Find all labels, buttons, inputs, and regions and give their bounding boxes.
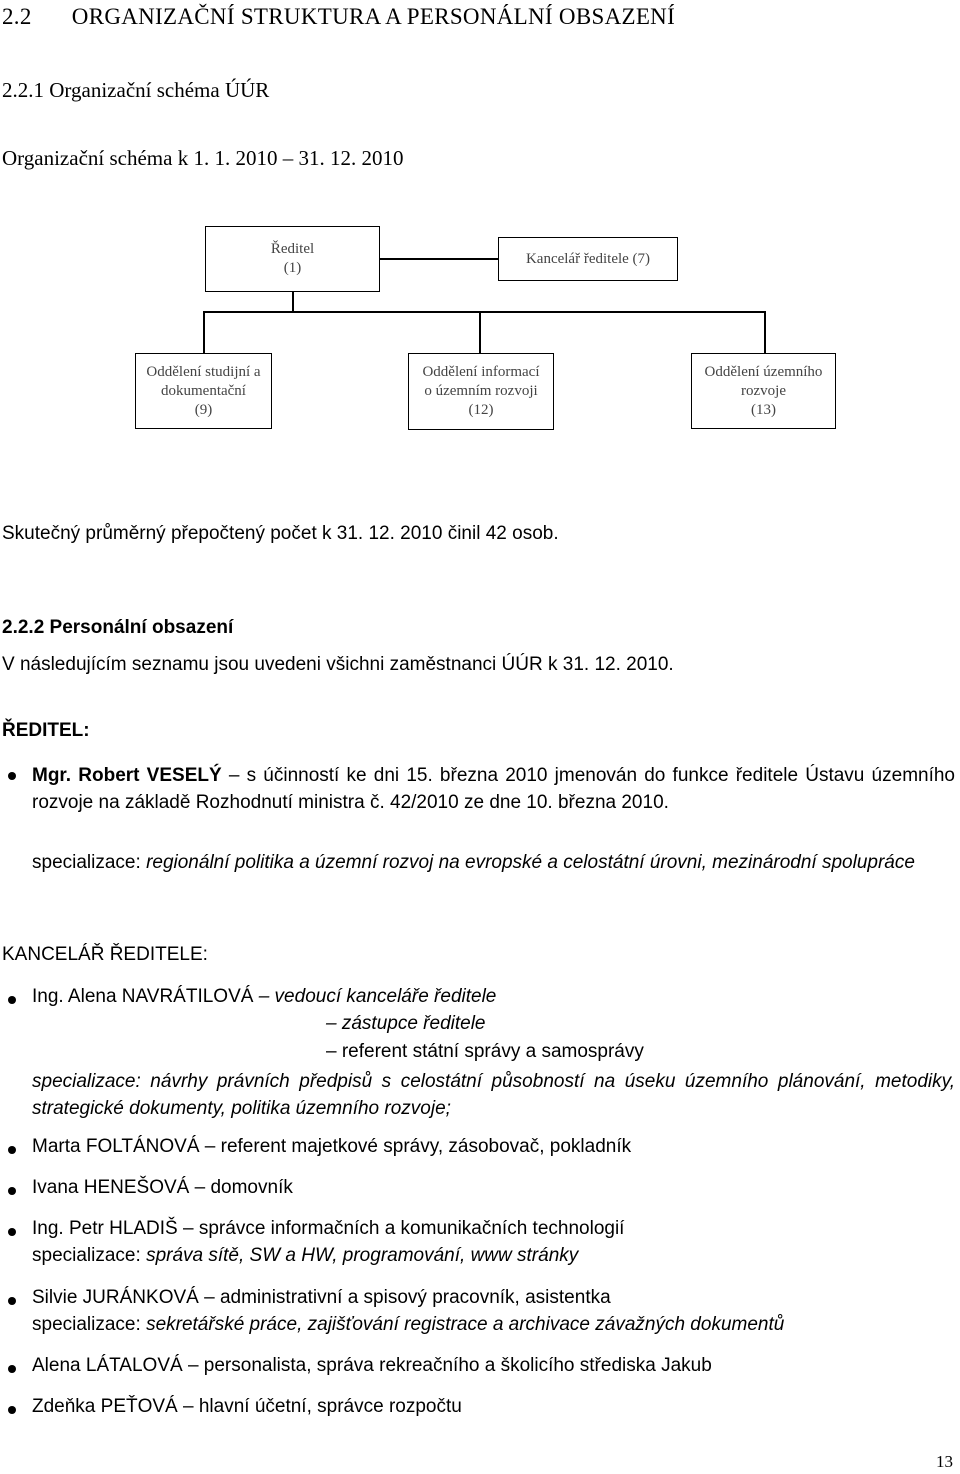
navratilova-name: Alena NAVRÁTILOVÁ bbox=[63, 986, 254, 1007]
person-foltanova: Marta FOLTÁNOVÁ – referent majetkové správy, zásobovač, pokladník bbox=[32, 1136, 632, 1157]
director-title: Mgr. bbox=[32, 765, 72, 786]
person-latalova: Alena LÁTALOVÁ – personalista, správa rekreačního a školicího střediska Jakub bbox=[32, 1355, 712, 1376]
heading-personnel bbox=[2, 617, 233, 639]
org-dept-info-count: (12) bbox=[468, 402, 494, 418]
org-box-director bbox=[205, 226, 380, 292]
bullet-icon bbox=[8, 1297, 16, 1305]
heading-org-chart bbox=[2, 78, 269, 103]
director-spec-label: specializace: bbox=[32, 852, 147, 873]
org-connector-office bbox=[380, 258, 499, 260]
org-connector-left bbox=[203, 311, 205, 354]
org-dept-studies-line2: dokumentační bbox=[161, 382, 246, 399]
heading-main-number: 2.2 bbox=[2, 4, 32, 29]
org-dept-territorial-count: (13) bbox=[751, 401, 776, 418]
navratilova-entry bbox=[32, 986, 496, 1008]
org-director-count: (1) bbox=[283, 260, 302, 276]
navratilova-title: Ing. bbox=[32, 986, 64, 1007]
org-dept-studies-count: (9) bbox=[194, 401, 213, 418]
org-dept-studies-line1: Oddělení studijní a bbox=[146, 363, 261, 380]
bullet-icon bbox=[8, 1187, 16, 1195]
personnel-intro: V následujícím seznamu jsou uvedeni všichni zaměstnanci ÚÚR k 31. 12. 2010. bbox=[2, 654, 674, 675]
bullet-icon bbox=[8, 996, 16, 1004]
hladis-spec-text: správa sítě, SW a HW, programování, www stránky bbox=[146, 1245, 579, 1266]
jurankova-spec-label: specializace: bbox=[32, 1314, 147, 1335]
heading-main bbox=[2, 4, 675, 30]
org-box-dept-studies bbox=[135, 353, 272, 429]
heading-org-title: Organizační schéma ÚÚR bbox=[49, 78, 270, 102]
bullet-icon bbox=[8, 1228, 16, 1236]
person-jurankova: Silvie JURÁNKOVÁ – administrativní a spisový pracovník, asistentka bbox=[32, 1287, 611, 1308]
heading-personnel-title: Personální obsazení bbox=[49, 617, 234, 638]
director-specialization bbox=[32, 849, 955, 877]
person-petova: Zdeňka PEŤOVÁ – hlavní účetní, správce rozpočtu bbox=[32, 1396, 462, 1417]
navratilova-role2: – zástupce ředitele bbox=[326, 1013, 486, 1034]
org-connector-right bbox=[764, 311, 766, 354]
headcount-text: Skutečný průměrný přepočtený počet k 31. 12. 2010 činil 42 osob. bbox=[2, 523, 559, 544]
org-box-dept-territorial bbox=[691, 353, 836, 429]
org-office-name: Kancelář ředitele (7) bbox=[525, 250, 651, 267]
heading-org-number: 2.2.1 bbox=[2, 78, 44, 102]
person-hladis: Ing. Petr HLADIŠ – správce informačních a komunikačních technologií bbox=[32, 1218, 625, 1239]
org-connector-middle bbox=[479, 311, 481, 354]
org-dept-info-line1: Oddělení informací bbox=[422, 364, 540, 380]
director-entry bbox=[32, 762, 955, 816]
person-jurankova-spec bbox=[32, 1314, 784, 1336]
person-henesova: Ivana HENEŠOVÁ – domovník bbox=[32, 1177, 293, 1198]
bullet-icon bbox=[8, 1406, 16, 1414]
org-period: Organizační schéma k 1. 1. 2010 – 31. 12. 2010 bbox=[2, 146, 404, 170]
org-box-dept-info bbox=[408, 353, 554, 430]
hladis-spec-label: specializace: bbox=[32, 1245, 147, 1266]
org-director-name: Ředitel bbox=[270, 241, 315, 257]
org-dept-info-line2: o územním rozvoji bbox=[424, 383, 538, 399]
org-dept-territorial-line1: Oddělení územního bbox=[704, 363, 823, 380]
page-number: 13 bbox=[936, 1452, 953, 1471]
bullet-icon bbox=[8, 772, 16, 780]
director-heading: ŘEDITEL: bbox=[2, 720, 90, 741]
bullet-icon bbox=[8, 1146, 16, 1154]
office-heading: KANCELÁŘ ŘEDITELE: bbox=[2, 944, 208, 965]
heading-main-title: ORGANIZAČNÍ STRUKTURA A PERSONÁLNÍ OBSAZENÍ bbox=[71, 4, 676, 29]
person-hladis-spec bbox=[32, 1245, 578, 1267]
heading-personnel-number: 2.2.2 bbox=[2, 617, 45, 638]
navratilova-spec: specializace: návrhy právních předpisů s celostátní působností na úseku územního plánování, metodiky, strategické dokumenty, politika územního rozvoje; bbox=[32, 1071, 955, 1119]
jurankova-spec-text: sekretářské práce, zajišťování registrace a archivace závažných dokumentů bbox=[146, 1314, 785, 1335]
org-box-office bbox=[498, 237, 678, 281]
director-appointment: – s účinností ke dni 15. března 2010 jmenován do funkce ředitele Ústavu územního rozvoje na základě Rozhodnutí ministra č. 42/2010 ze dne 10. března 2010. bbox=[32, 765, 955, 813]
navratilova-role3: – referent státní správy a samosprávy bbox=[326, 1041, 644, 1062]
director-name: Robert VESELÝ bbox=[78, 765, 222, 786]
org-dept-territorial-line2: rozvoje bbox=[741, 382, 786, 399]
navratilova-role1: – vedoucí kanceláře ředitele bbox=[253, 986, 497, 1007]
org-connector-trunk bbox=[292, 291, 294, 312]
org-connector-horizontal bbox=[203, 311, 765, 313]
bullet-icon bbox=[8, 1365, 16, 1373]
director-spec-text: regionální politika a územní rozvoj na evropské a celostátní úrovni, mezinárodní spolupráce bbox=[146, 852, 915, 873]
